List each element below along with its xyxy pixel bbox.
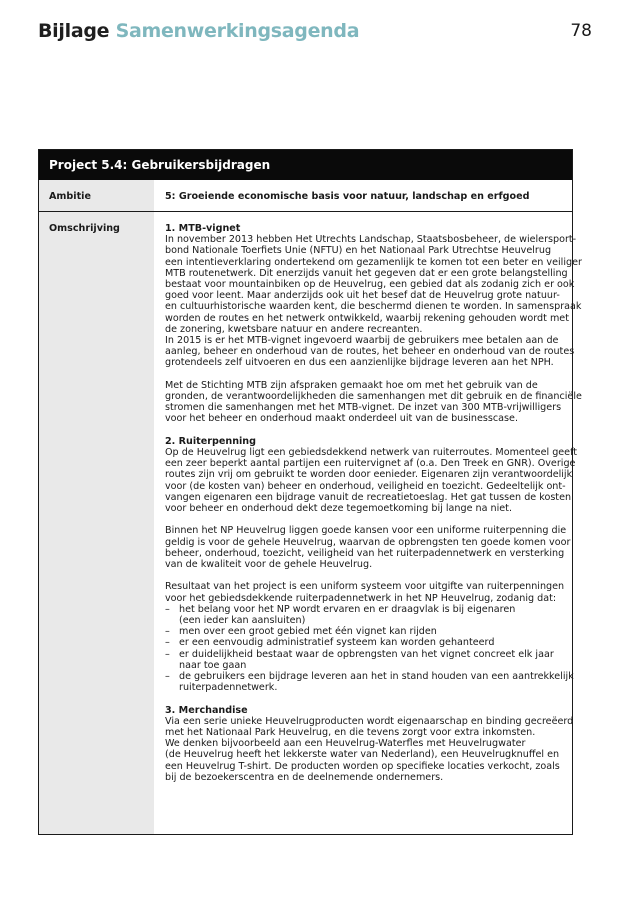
bullet-text: ruiterpadennetwerk. [179, 682, 278, 694]
text-line: grotendeels zelf uitvoeren en dus een aanzienlijke bijdrage leveren aan het NPH. [165, 357, 554, 369]
list-item-continuation [165, 660, 565, 671]
spacer [165, 369, 565, 380]
list-item [165, 604, 565, 615]
spacer [165, 570, 565, 581]
bullet-text: men over een groot gebied met één vignet kan rijden [179, 626, 437, 638]
label-column [39, 180, 154, 834]
text-line: een intentieverklaring ondertekend om gezamenlijk te komen tot een beter en veiliger [165, 256, 582, 268]
text-line: voor het gebiedsdekkende ruiterpadennetwerk in het NP Heuvelrug, zodanig dat: [165, 592, 557, 604]
bullet-dash: – [165, 603, 170, 615]
text-line: een Heuvelrug T-shirt. De producten worden op specifieke locaties verkocht, zoals [165, 760, 560, 772]
project-title: Project 5.4: Gebruikersbijdragen [39, 150, 572, 180]
ambitie-value: 5: Groeiende economische basis voor natuur, landschap en erfgoed [165, 191, 530, 202]
bullet-dash: – [165, 648, 170, 660]
text-line: bond Nationale Toerfiets Unie (NFTU) en het Nationaal Park Utrechtse Heuvelrug [165, 245, 552, 257]
section-heading: 1. MTB-vignet [165, 223, 241, 234]
section-heading: 2. Ruiterpenning [165, 435, 257, 447]
ambitie-label: Ambitie [49, 191, 91, 202]
bullet-text: het belang voor het NP wordt ervaren en er draagvlak is bij eigenaren [179, 603, 516, 615]
text-line: Op de Heuvelrug ligt een gebiedsdekkend netwerk van ruiterroutes. Momenteel geeft [165, 447, 578, 459]
text-line: stromen die samenhangen met het MTB-vignet. De inzet van 300 MTB-vrijwilligers [165, 402, 562, 414]
text-line: voor beheer en onderhoud dekt deze tegemoetkoming bij lange na niet. [165, 503, 512, 515]
text-line: aanleg, beheer en onderhoud van de routes, het beheer en onderhoud van de routes [165, 346, 575, 358]
bullet-text: er een eenvoudig administratief systeem kan worden gehanteerd [179, 637, 495, 649]
text-line: bestaat voor mountainbiken op de Heuvelrug, een gebied dat als zodanig zich er ook [165, 279, 575, 291]
page-number: 78 [570, 21, 592, 41]
text-line: de zonering, kwetsbare natuur en andere recreanten. [165, 323, 423, 335]
text-line: In november 2013 hebben Het Utrechts Landschap, Staatsbosbeheer, de wielersport- [165, 234, 577, 246]
list-item [165, 626, 565, 637]
bullet-list [165, 603, 574, 694]
omschrijving-label: Omschrijving [49, 223, 120, 234]
section-block [165, 223, 582, 425]
text-line: met het Nationaal Park Heuvelrug, en die tevens zorgt voor extra inkomsten. [165, 727, 536, 739]
text-line: bij de bezoekerscentra en de deelnemende ondernemers. [165, 771, 444, 783]
text-line: gronden, de verantwoordelijkheden die samenhangen met dit gebruik en de financiële [165, 391, 582, 403]
text-line: worden de routes en het netwerk ontwikkeld, waarbij rekening gehouden wordt met [165, 312, 569, 324]
text-line: geldig is voor de gehele Heuvelrug, waarvan de opbrengsten ten goede komen voor [165, 536, 571, 548]
spacer [165, 425, 565, 436]
text-line: Binnen het NP Heuvelrug liggen goede kansen voor een uniforme ruiterpenning die [165, 525, 567, 537]
text-line: In 2015 is er het MTB-vignet ingevoerd waarbij de gebruikers mee betalen aan de [165, 335, 559, 347]
text-line: vangen eigenaren een bijdrage vanuit de recreatietoeslag. Het gat tussen de kosten [165, 491, 572, 503]
bullet-text: naar toe gaan [179, 659, 247, 671]
text-line: Via een serie unieke Heuvelrugproducten wordt eigenaarschap en binding gecreëerd [165, 715, 574, 727]
text-line: goed voor leent. Maar anderzijds ook uit het besef dat de Heuvelrug grote natuur- [165, 290, 560, 302]
bullet-dash: – [165, 671, 170, 683]
spacer [165, 693, 565, 704]
text-line: beheer, onderhoud, toezicht, veiligheid van het ruiterpadennetwerk en versterking [165, 547, 565, 559]
list-item [165, 649, 565, 660]
bijlage-label: Bijlage [38, 20, 110, 42]
text-line: voor het beheer en onderhoud maakt onderdeel uit van de businesscase. [165, 413, 518, 425]
paragraph [165, 234, 582, 369]
text-line: We denken bijvoorbeeld aan een Heuvelrug-Waterfles met Heuvelrugwater [165, 738, 526, 750]
ambitie-row [39, 180, 572, 212]
document-title [38, 20, 359, 42]
page-header [38, 20, 598, 46]
list-item-continuation [165, 615, 565, 626]
section-title: Samenwerkingsagenda [115, 20, 360, 42]
list-item [165, 671, 574, 683]
paragraph [165, 525, 571, 571]
project-table [38, 149, 582, 835]
text-line: een zeer beperkt aantal partijen een ruitervignet af (o.a. Den Treek en GNR). Overige [165, 458, 576, 470]
section-block [165, 704, 574, 783]
text-line: Met de Stichting MTB zijn afspraken gemaakt hoe om met het gebruik van de [165, 379, 538, 391]
paragraph [165, 379, 582, 425]
list-item [165, 637, 565, 648]
spacer [165, 514, 565, 525]
paragraph [165, 581, 565, 603]
text-line: en cultuurhistorische waarden kent, die beschermd dienen te worden. In samenspraak [165, 301, 582, 313]
paragraph [165, 447, 578, 515]
section-block [165, 435, 578, 694]
bullet-text: de gebruikers een bijdrage leveren aan het in stand houden van een aantrekkelijk [179, 671, 574, 683]
paragraph [165, 715, 574, 783]
bullet-dash: – [165, 626, 170, 638]
bullet-text: (een ieder kan aansluiten) [179, 615, 306, 627]
text-line: van de kwaliteit voor de gehele Heuvelrug. [165, 559, 373, 571]
bullet-text: er duidelijkheid bestaat waar de opbrengsten van het vignet concreet elk jaar [179, 648, 554, 660]
text-line: MTB routenetwerk. Dit enerzijds vanuit het gegeven dat er een grote belangstelling [165, 267, 568, 279]
omschrijving-content [165, 223, 582, 783]
text-line: Resultaat van het project is een uniform systeem voor uitgifte van ruiterpenningen [165, 581, 565, 593]
bullet-dash: – [165, 637, 170, 649]
text-line: routes zijn vrij om gebruikt te worden door eenieder. Eigenaren zijn verantwoordelijk [165, 469, 573, 481]
list-item-continuation [165, 682, 565, 693]
text-line: voor (de kosten van) beheer en onderhoud, veiligheid en toezicht. Gedeeltelijk ont- [165, 480, 566, 492]
text-line: (de Heuvelrug heeft het lekkerste water van Nederland), een Heuvelrugknuffel en [165, 749, 560, 761]
section-heading: 3. Merchandise [165, 704, 248, 716]
